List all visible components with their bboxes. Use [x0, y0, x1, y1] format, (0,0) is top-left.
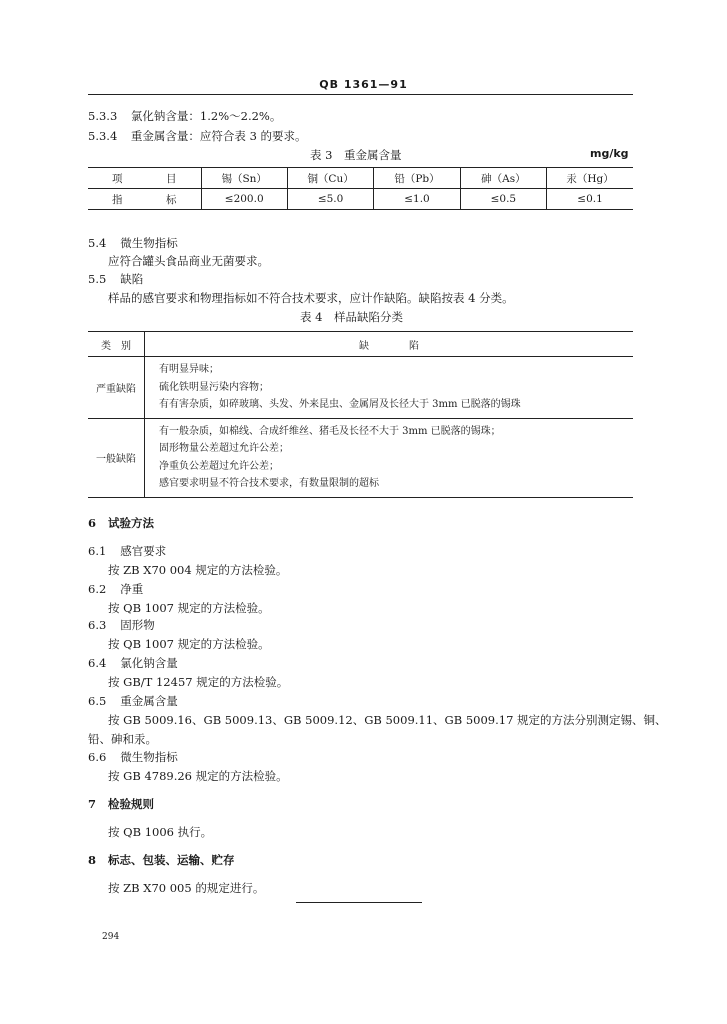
clause-6-4-heading: 6.4 氯化钠含量 — [88, 656, 178, 670]
header-rule — [88, 94, 633, 95]
clause-5-4-heading: 5.4 微生物指标 — [88, 236, 178, 250]
clause-text: 氯化钠含量：1.2%～2.2%。 — [130, 109, 282, 123]
list-item: 有明显异味； — [159, 364, 219, 375]
table-cell — [145, 418, 634, 497]
clause-6-2-heading: 6.2 净重 — [88, 582, 144, 596]
table-cell: ≤0.1 — [547, 189, 633, 210]
clause-number: 5.3.3 — [88, 109, 118, 123]
clause-6-6-body: 按 GB 4789.26 规定的方法检验。 — [108, 769, 288, 783]
table-cell: 一般缺陷 — [88, 418, 145, 497]
clause-5-3-4 — [88, 128, 307, 144]
table-cell: ≤1.0 — [374, 189, 460, 210]
section-7-heading: 7 检验规则 — [88, 797, 155, 811]
clause-6-3-heading: 6.3 固形物 — [88, 618, 155, 632]
clause-number: 5.3.4 — [88, 129, 118, 143]
section-7-body: 按 QB 1006 执行。 — [108, 825, 213, 839]
table-cell: 铜（Cu） — [287, 168, 373, 189]
table-cell: 铅（Pb） — [374, 168, 460, 189]
list-item: 硫化铁明显污染内容物； — [159, 381, 269, 393]
clause-5-5-heading: 5.5 缺陷 — [88, 272, 144, 286]
list-item: 有一般杂质，如棉线、合成纤维丝、猪毛及长径不大于 3mm 已脱落的锡珠； — [159, 425, 501, 437]
table-row — [88, 189, 633, 210]
clause-6-5-body: 按 GB 5009.16、GB 5009.13、GB 5009.12、GB 5009.11、GB 5009.17 规定的方法分别测定锡、铜、 — [108, 713, 667, 727]
clause-text: 重金属含量：应符合表 3 的要求。 — [130, 129, 307, 143]
heavy-metal-table — [88, 167, 633, 210]
table-cell: 严重缺陷 — [88, 357, 145, 419]
clause-6-1-heading: 6.1 感官要求 — [88, 544, 167, 558]
table-cell: ≤0.5 — [460, 189, 546, 210]
section-6-heading: 6 试验方法 — [88, 516, 155, 530]
page-number: 294 — [102, 932, 120, 942]
table-cell: ≤5.0 — [287, 189, 373, 210]
table-cell: 砷（As） — [460, 168, 546, 189]
clause-6-4-body: 按 GB/T 12457 规定的方法检验。 — [108, 675, 289, 689]
table-cell — [145, 357, 634, 419]
clause-6-5-heading: 6.5 重金属含量 — [88, 694, 178, 708]
table-header-row — [88, 168, 633, 189]
table-cell: ≤200.0 — [201, 189, 287, 210]
table-row — [88, 357, 633, 419]
section-8-body: 按 ZB X70 005 的规定进行。 — [108, 881, 265, 895]
clause-5-5-body: 样品的感官要求和物理指标如不符合技术要求，应计作缺陷。缺陷按表 4 分类。 — [108, 291, 514, 305]
clause-5-3-3 — [88, 108, 281, 124]
list-item: 固形物量公差超过允许公差； — [159, 443, 289, 454]
clause-6-3-body: 按 QB 1007 规定的方法检验。 — [108, 637, 270, 651]
table-cell: 类 别 — [88, 332, 145, 357]
list-item: 净重负公差超过允许公差； — [159, 460, 279, 472]
table3-unit: mg/kg — [590, 147, 629, 160]
clause-6-5-body-continued: 铅、砷和汞。 — [88, 732, 157, 746]
defect-classification-table — [88, 331, 633, 498]
table-cell: 汞（Hg） — [547, 168, 633, 189]
table3-caption: 表 3 重金属含量 — [310, 148, 402, 162]
table-cell: 指 标 — [88, 189, 201, 210]
table-cell: 缺 陷 — [145, 332, 634, 357]
end-rule — [296, 902, 422, 903]
clause-5-4-body: 应符合罐头食品商业无菌要求。 — [108, 254, 269, 268]
table4-caption: 表 4 样品缺陷分类 — [300, 310, 403, 324]
table-row — [88, 418, 633, 497]
clause-6-6-heading: 6.6 微生物指标 — [88, 750, 178, 764]
table-cell: 锡（Sn） — [201, 168, 287, 189]
list-item: 感官要求明显不符合技术要求，有数量限制的超标 — [159, 478, 379, 489]
section-8-heading: 8 标志、包装、运输、贮存 — [88, 853, 235, 867]
table-header-row — [88, 332, 633, 357]
clause-6-2-body: 按 QB 1007 规定的方法检验。 — [108, 601, 270, 615]
clause-6-1-body: 按 ZB X70 004 规定的方法检验。 — [108, 563, 288, 577]
standard-number-header: QB 1361—91 — [319, 78, 408, 91]
table-cell: 项 目 — [88, 168, 201, 189]
list-item: 有有害杂质，如碎玻璃、头发、外来昆虫、金属屑及长径大于 3mm 已脱落的锡珠 — [159, 399, 521, 410]
